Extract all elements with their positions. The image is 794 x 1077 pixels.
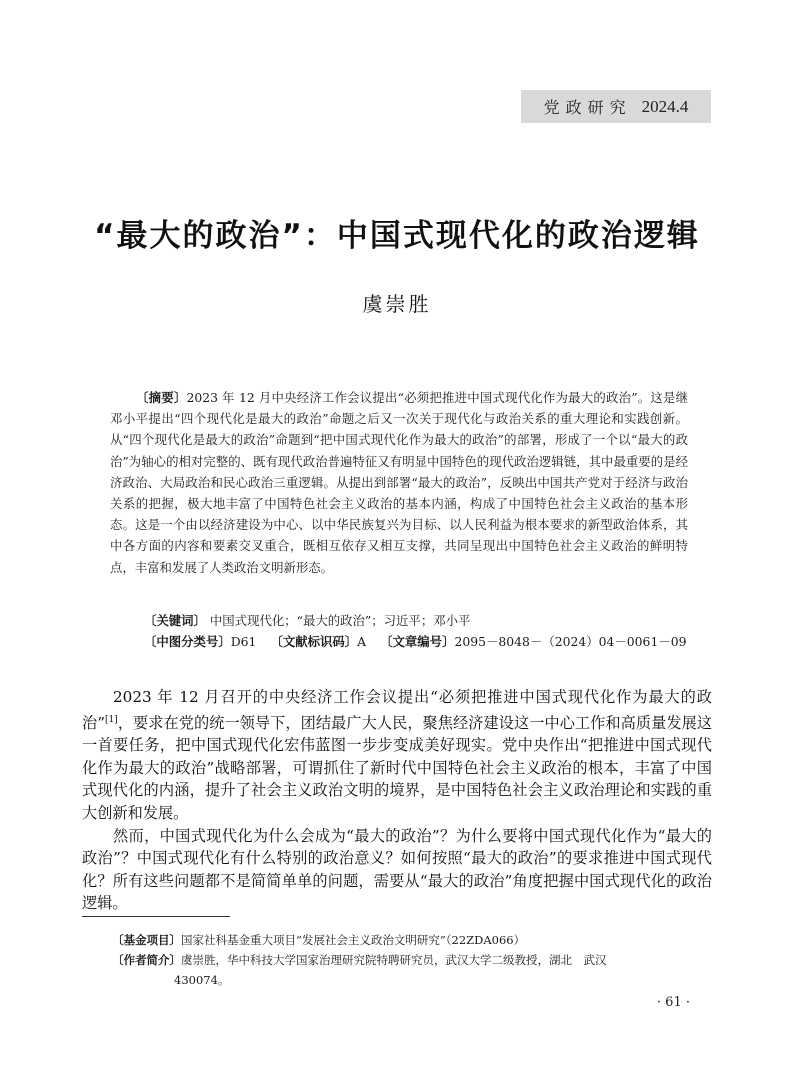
article-author: 虞崇胜 <box>362 292 432 316</box>
body-p1-text-b: ，要求在党的统一领导下，团结最广大人民，聚焦经济建设这一中心工作和高质量发展这一首要任务，把中国式现代化宏伟蓝图一步步变成美好现实。党中央作出“把推进中国式现代化作为最大的政治”战略部署，可谓抓住了新时代中国特色社会主义政治的根本，丰富了中国式现代化的内涵，提升了社会主义政治文明的境界，是中国特色社会主义政治理论和实践的重大创新和发展。 <box>82 713 713 822</box>
keywords-label: 〔关键词〕 <box>144 613 206 628</box>
abstract-paragraph <box>110 387 688 578</box>
clc-label: 〔中图分类号〕 <box>144 634 231 649</box>
article-number-label: 〔文章编号〕 <box>380 634 455 649</box>
journal-issue: 2024.4 <box>641 96 689 116</box>
citation-ref[interactable]: [1] <box>105 714 118 725</box>
article-number-value: 2095－8048－（2024）04－0061－09 <box>454 634 687 649</box>
fund-text: 国家社科基金重大项目“发展社会主义政治文明研究”（22ZDA066） <box>181 933 526 947</box>
keywords-text: 中国式现代化；“最大的政治”；习近平；邓小平 <box>209 613 471 628</box>
body-paragraph-2: 然而，中国式现代化为什么会成为“最大的政治”？为什么要将中国式现代化作为“最大的政治”？中国式现代化有什么特别的政治意义？如何按照“最大的政治”的要求推进中国式现代化？所有这些问题都不是简简单单的问题，需要从“最大的政治”角度把握中国式现代化的政治逻辑。 <box>82 826 712 913</box>
footnote-divider <box>82 916 230 917</box>
clc-value: D61 <box>230 634 257 649</box>
body-paragraph-1 <box>82 686 712 825</box>
fund-label: 〔基金项目〕 <box>112 933 181 947</box>
author-info-label: 〔作者简介〕 <box>112 953 181 967</box>
abstract-text: 2023 年 12 月中央经济工作会议提出“必须把推进中国式现代化作为最大的政治”。这是继邓小平提出“四个现代化是最大的政治”命题之后又一次关于现代化与政治关系的重大理论和实践创新。从“四个现代化是最大的政治”命题到“把中国式现代化作为最大的政治”的部署，形成了一个以“最大的政治”为轴心的相对完整的、既有现代政治普遍特征又有明显中国特色的现代政治逻辑链，其中最重要的是经济政治、大局政治和民心政治三重逻辑。从提出到部署“最大的政治”，反映出中国共产党对于经济与政治关系的把握，极大地丰富了中国特色社会主义政治的基本内涵，构成了中国特色社会主义政治的基本形态。这是一个由以经济建设为中心、以中华民族复兴为目标、以人民利益为根本要求的新型政治体系，其中各方面的内容和要素交叉重合，既相互依存又相互支撑，共同呈现出中国特色社会主义政治的鲜明特点，丰富和发展了人类政治文明新形态。 <box>110 390 689 575</box>
doc-code-label: 〔文献标识码〕 <box>270 634 358 649</box>
author-postcode: 430074。 <box>174 973 230 987</box>
classification-line <box>144 632 686 650</box>
journal-name: 党政研究 <box>543 98 632 117</box>
article-body <box>82 686 712 915</box>
abstract-label: 〔摘要〕 <box>136 390 187 405</box>
footnote-fund <box>112 930 712 950</box>
footnote-author <box>112 950 712 990</box>
keywords-line <box>144 611 470 629</box>
body-p1-text-a: 2023 年 12 月召开的中央经济工作会议提出“必须把推进中国式现代化作为最大的政治” <box>82 688 712 732</box>
doc-code-value: A <box>357 634 367 649</box>
author-info-text: 虞崇胜，华中科技大学国家治理研究院特聘研究员，武汉大学二级教授，湖北 武汉 <box>181 953 607 967</box>
page-number: · 61 · <box>656 995 690 1010</box>
article-title: “最大的政治”：中国式现代化的政治逻辑 <box>94 218 700 254</box>
abstract-block <box>110 387 688 578</box>
journal-issue-tag <box>521 90 711 123</box>
